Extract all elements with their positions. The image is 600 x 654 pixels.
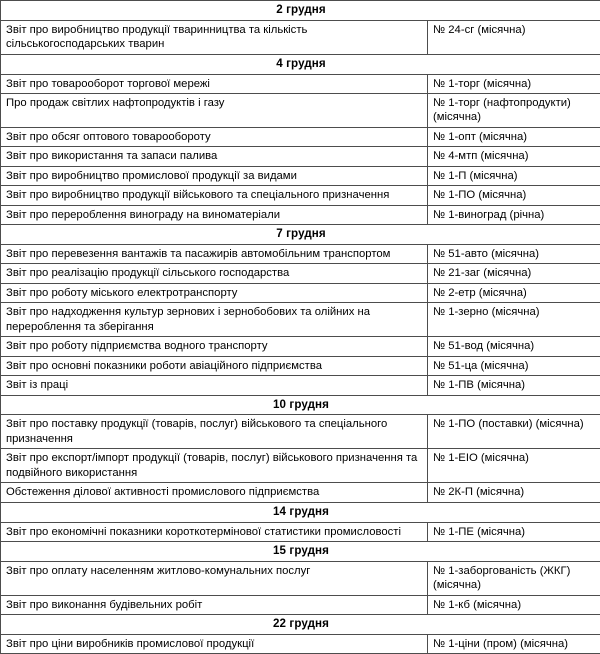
report-form-cell: № 1-торг (місячна): [428, 74, 600, 93]
date-header-label: 15 грудня: [1, 542, 600, 562]
report-form-cell: № 51-вод (місячна): [428, 337, 600, 356]
date-header-label: 10 грудня: [1, 395, 600, 415]
report-form-cell: № 1-ПО (поставки) (місячна): [428, 415, 600, 449]
report-form-cell: № 1-ПВ (місячна): [428, 376, 600, 395]
report-form-cell: № 1-опт (місячна): [428, 127, 600, 146]
date-header-label: 14 грудня: [1, 502, 600, 522]
report-name-cell: Звіт про надходження культур зернових і зернобобових та олійних на перероблення та зберігання: [1, 303, 428, 337]
date-header-label: 22 грудня: [1, 615, 600, 635]
report-form-cell: № 1-П (місячна): [428, 166, 600, 185]
report-name-cell: Звіт про використання та запаси палива: [1, 147, 428, 166]
report-name-cell: Про продаж світлих нафтопродуктів і газу: [1, 94, 428, 128]
report-form-cell: № 1-ПЕ (місячна): [428, 522, 600, 541]
table-row: [1, 415, 600, 449]
table-row: [1, 449, 600, 483]
report-form-cell: № 1-кб (місячна): [428, 595, 600, 614]
report-form-cell: № 4-мтп (місячна): [428, 147, 600, 166]
table-row: [1, 303, 600, 337]
report-name-cell: Звіт про обсяг оптового товарообороту: [1, 127, 428, 146]
report-form-cell: № 24-сг (місячна): [428, 20, 600, 54]
date-header-label: 4 грудня: [1, 54, 600, 74]
report-name-cell: Звіт про виконання будівельних робіт: [1, 595, 428, 614]
report-form-cell: № 2К-П (місячна): [428, 483, 600, 502]
report-name-cell: Звіт про ціни виробників промислової продукції: [1, 635, 428, 654]
table-row: [1, 283, 600, 302]
report-form-cell: № 51-ца (місячна): [428, 356, 600, 375]
date-header-row: [1, 542, 600, 562]
report-form-cell: № 1-торг (нафтопродукти) (місячна): [428, 94, 600, 128]
table-row: [1, 522, 600, 541]
report-form-cell: № 1-зерно (місячна): [428, 303, 600, 337]
date-header-row: [1, 395, 600, 415]
table-row: [1, 166, 600, 185]
report-form-cell: № 21-заг (місячна): [428, 264, 600, 283]
table-row: [1, 74, 600, 93]
date-header-row: [1, 54, 600, 74]
date-header-label: 2 грудня: [1, 1, 600, 21]
table-row: [1, 127, 600, 146]
table-body: [1, 1, 600, 654]
report-form-cell: № 1-заборгованість (ЖКГ) (місячна): [428, 561, 600, 595]
report-name-cell: Звіт про виробництво продукції тваринництва та кількість сільськогосподарських тварин: [1, 20, 428, 54]
report-name-cell: Звіт про роботу підприємства водного транспорту: [1, 337, 428, 356]
report-form-cell: № 1-ціни (пром) (місячна): [428, 635, 600, 654]
table-row: [1, 205, 600, 224]
report-name-cell: Звіт про товарооборот торгової мережі: [1, 74, 428, 93]
table-row: [1, 147, 600, 166]
table-row: [1, 20, 600, 54]
table-row: [1, 264, 600, 283]
report-form-cell: № 51-авто (місячна): [428, 245, 600, 264]
table-row: [1, 94, 600, 128]
report-form-cell: № 2-етр (місячна): [428, 283, 600, 302]
date-header-row: [1, 502, 600, 522]
table-row: [1, 483, 600, 502]
report-name-cell: Звіт із праці: [1, 376, 428, 395]
report-form-cell: № 1-ЕІО (місячна): [428, 449, 600, 483]
report-name-cell: Звіт про поставку продукції (товарів, послуг) військового та спеціального призначення: [1, 415, 428, 449]
table-row: [1, 635, 600, 654]
table-row: [1, 376, 600, 395]
report-name-cell: Звіт про виробництво продукції військового та спеціального призначення: [1, 186, 428, 205]
date-header-row: [1, 615, 600, 635]
report-name-cell: Обстеження ділової активності промислового підприємства: [1, 483, 428, 502]
date-header-row: [1, 1, 600, 21]
report-name-cell: Звіт про перероблення винограду на виноматеріали: [1, 205, 428, 224]
report-name-cell: Звіт про реалізацію продукції сільського господарства: [1, 264, 428, 283]
date-header-label: 7 грудня: [1, 225, 600, 245]
table-row: [1, 186, 600, 205]
report-name-cell: Звіт про основні показники роботи авіаційного підприємства: [1, 356, 428, 375]
table-row: [1, 245, 600, 264]
report-name-cell: Звіт про виробництво промислової продукції за видами: [1, 166, 428, 185]
report-name-cell: Звіт про роботу міського електротранспорту: [1, 283, 428, 302]
report-name-cell: Звіт про оплату населенням житлово-комунальних послуг: [1, 561, 428, 595]
table-row: [1, 337, 600, 356]
report-name-cell: Звіт про перевезення вантажів та пасажирів автомобільним транспортом: [1, 245, 428, 264]
report-form-cell: № 1-виноград (річна): [428, 205, 600, 224]
date-header-row: [1, 225, 600, 245]
report-name-cell: Звіт про експорт/імпорт продукції (товарів, послуг) військового призначення та подвійного використання: [1, 449, 428, 483]
report-form-cell: № 1-ПО (місячна): [428, 186, 600, 205]
table-row: [1, 595, 600, 614]
table-row: [1, 561, 600, 595]
report-name-cell: Звіт про економічні показники короткотермінової статистики промисловості: [1, 522, 428, 541]
table-row: [1, 356, 600, 375]
